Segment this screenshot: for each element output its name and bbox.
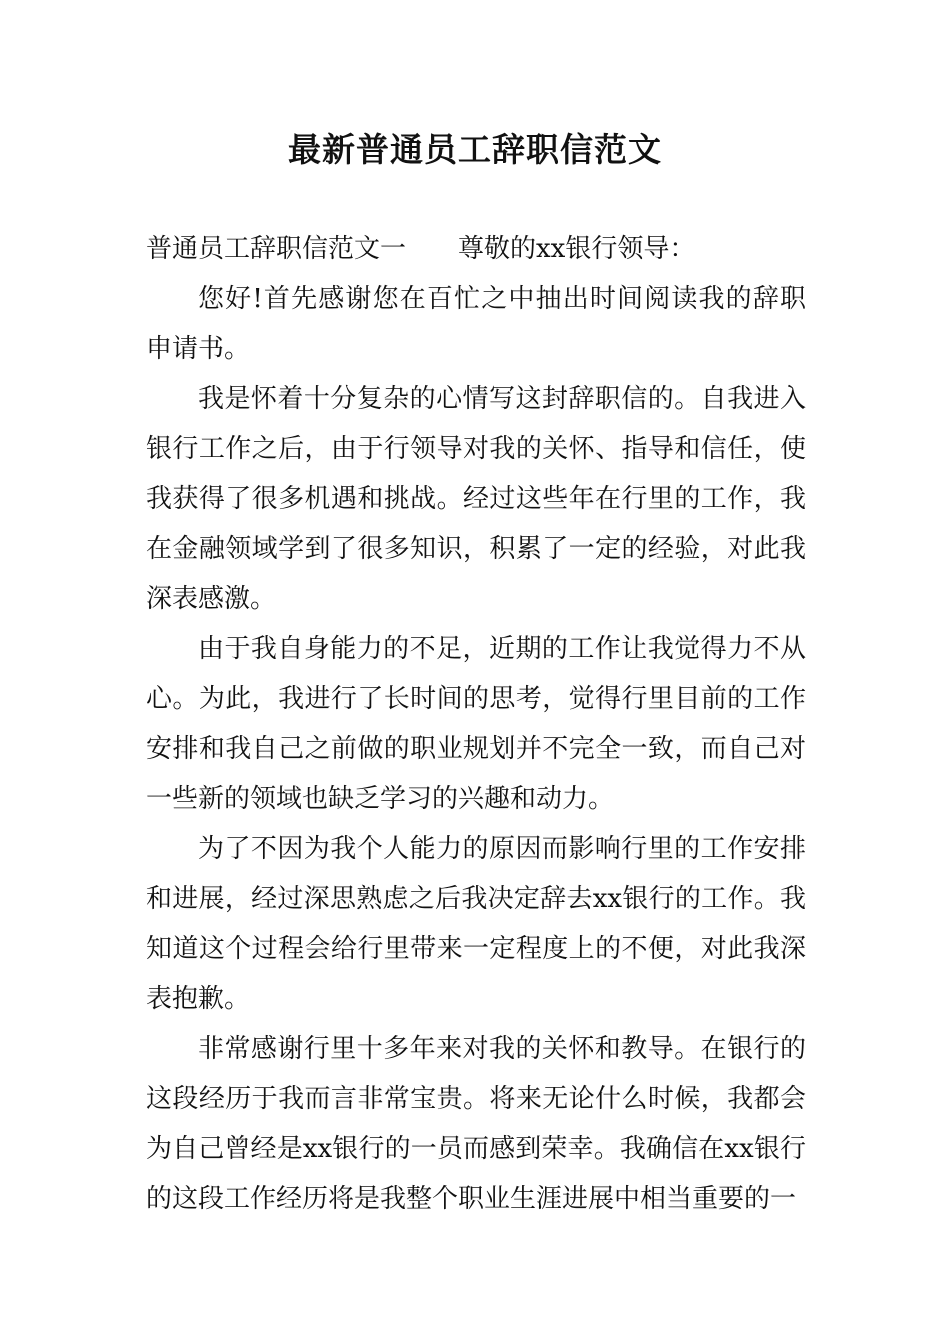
paragraph-decision: 为了不因为我个人能力的原因而影响行里的工作安排和进展，经过深思熟虑之后我决定辞去xx银行的工作。我知道这个过程会给行里带来一定程度上的不便，对此我深表抱歉。 (146, 834, 806, 1014)
salutation: 尊敬的xx银行领导： (458, 234, 696, 264)
heading-line (146, 224, 806, 274)
paragraph-reason: 由于我自身能力的不足，近期的工作让我觉得力不从心。为此，我进行了长时间的思考，觉得行里目前的工作安排和我自己之前做的职业规划并不完全一致，而自己对一些新的领域也缺乏学习的兴趣和动力。 (146, 634, 806, 814)
paragraph-greeting: 您好!首先感谢您在百忙之中抽出时间阅读我的辞职申请书。 (146, 284, 806, 364)
section-heading: 普通员工辞职信范文一 (146, 234, 407, 264)
paragraph-gratitude: 我是怀着十分复杂的心情写这封辞职信的。自我进入银行工作之后，由于行领导对我的关怀、指导和信任，使我获得了很多机遇和挑战。经过这些年在行里的工作，我在金融领域学到了很多知识，积累了一定的经验，对此我深表感激。 (146, 384, 806, 614)
document-title: 最新普通员工辞职信范文 (288, 130, 662, 169)
document-body (146, 224, 806, 1224)
paragraph-thanks: 非常感谢行里十多年来对我的关怀和教导。在银行的这段经历于我而言非常宝贵。将来无论什么时候，我都会为自己曾经是xx银行的一员而感到荣幸。我确信在xx银行的这段工作经历将是我整个职业生涯进展中相当重要的一 (146, 1034, 806, 1214)
